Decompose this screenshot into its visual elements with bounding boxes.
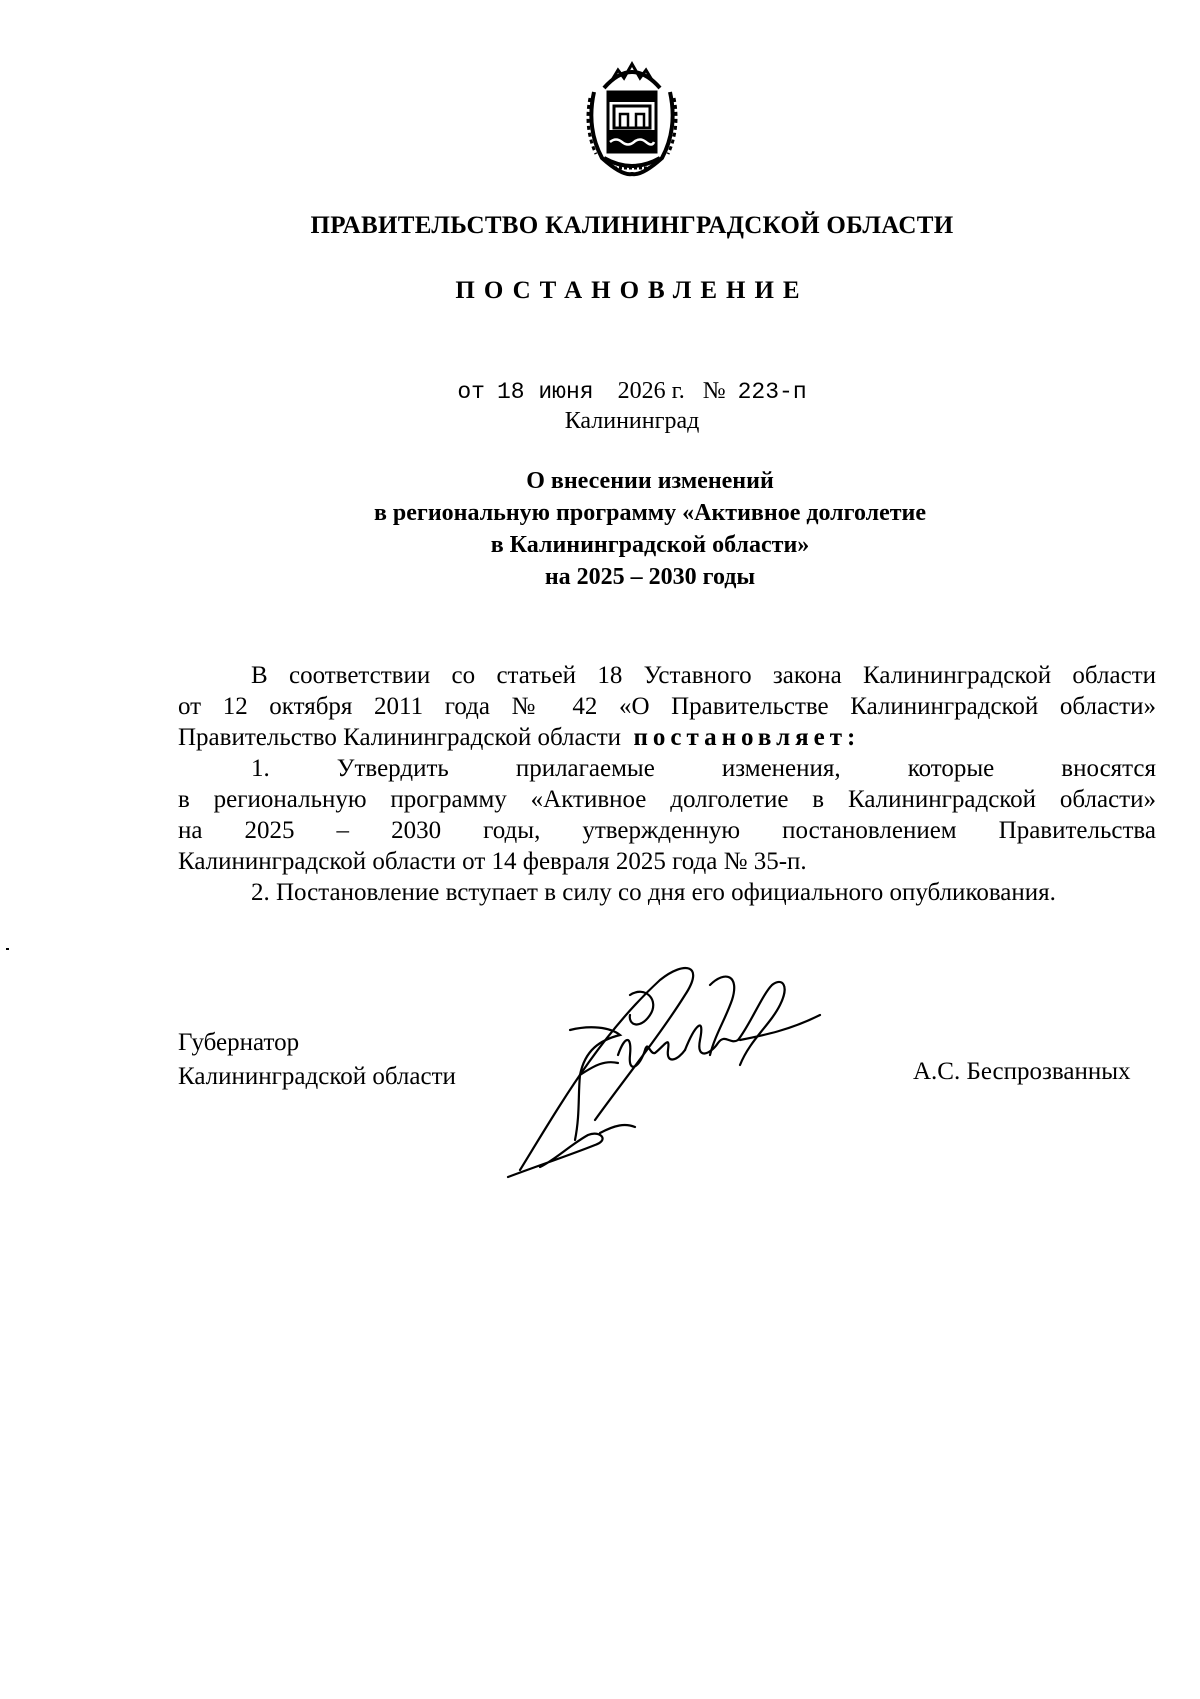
handwritten-signature-icon [500, 955, 900, 1180]
item-1-line: 1. Утвердить прилагаемые изменения, которые вносятся [251, 755, 1156, 782]
preamble-line: В соответствии со статьей 18 Уставного закона Калининградской области [251, 662, 1156, 689]
city: Калининград [564, 408, 700, 434]
signer-position-line: Калининградской области [178, 1063, 456, 1090]
preamble-line: от 12 октября 2011 года № 42 «О Правительстве Калининградской области» [178, 693, 1156, 720]
item-1-line: в региональную программу «Активное долголетие в Калининградской области» [178, 786, 1156, 813]
signer-name: А.С. Беспрозванных [913, 1058, 1131, 1085]
date-line [0, 376, 1200, 407]
signer-position [178, 1026, 456, 1094]
subject-line: на 2025 – 2030 годы [544, 564, 756, 590]
signer-position-line: Губернатор [178, 1029, 300, 1056]
item-1-last-line: Калининградской области от 14 февраля 2025 года № 35-п. [178, 848, 807, 875]
item-2: 2. Постановление вступает в силу со дня его официального опубликования. [251, 879, 1056, 906]
document-number: 223-п [737, 379, 807, 405]
coat-of-arms-icon [582, 58, 682, 178]
organization-title: ПРАВИТЕЛЬСТВО КАЛИНИНГРАДСКОЙ ОБЛАСТИ [310, 212, 954, 239]
number-sign: № [702, 378, 726, 404]
preamble-subject: Правительство Калининградской области [178, 724, 622, 751]
subject-line: в Калининградской области» [490, 532, 810, 558]
item-1-line: на 2025 – 2030 годы, утвержденную постановлением Правительства [178, 817, 1156, 844]
document-type: ПОСТАНОВЛЕНИЕ [455, 277, 809, 304]
resolves-word: постановляет: [633, 724, 861, 751]
date-day-month: 18 июня [496, 379, 594, 405]
document-body [178, 660, 1156, 908]
preamble-last-line [178, 722, 1156, 753]
date-year: 2026 г. [617, 378, 685, 404]
document-subject [300, 465, 1000, 593]
subject-line: О внесении изменений [526, 468, 774, 494]
date-prefix: от [457, 379, 485, 405]
scan-artifact [6, 948, 9, 950]
subject-line: в региональную программу «Активное долголетие [373, 500, 927, 526]
